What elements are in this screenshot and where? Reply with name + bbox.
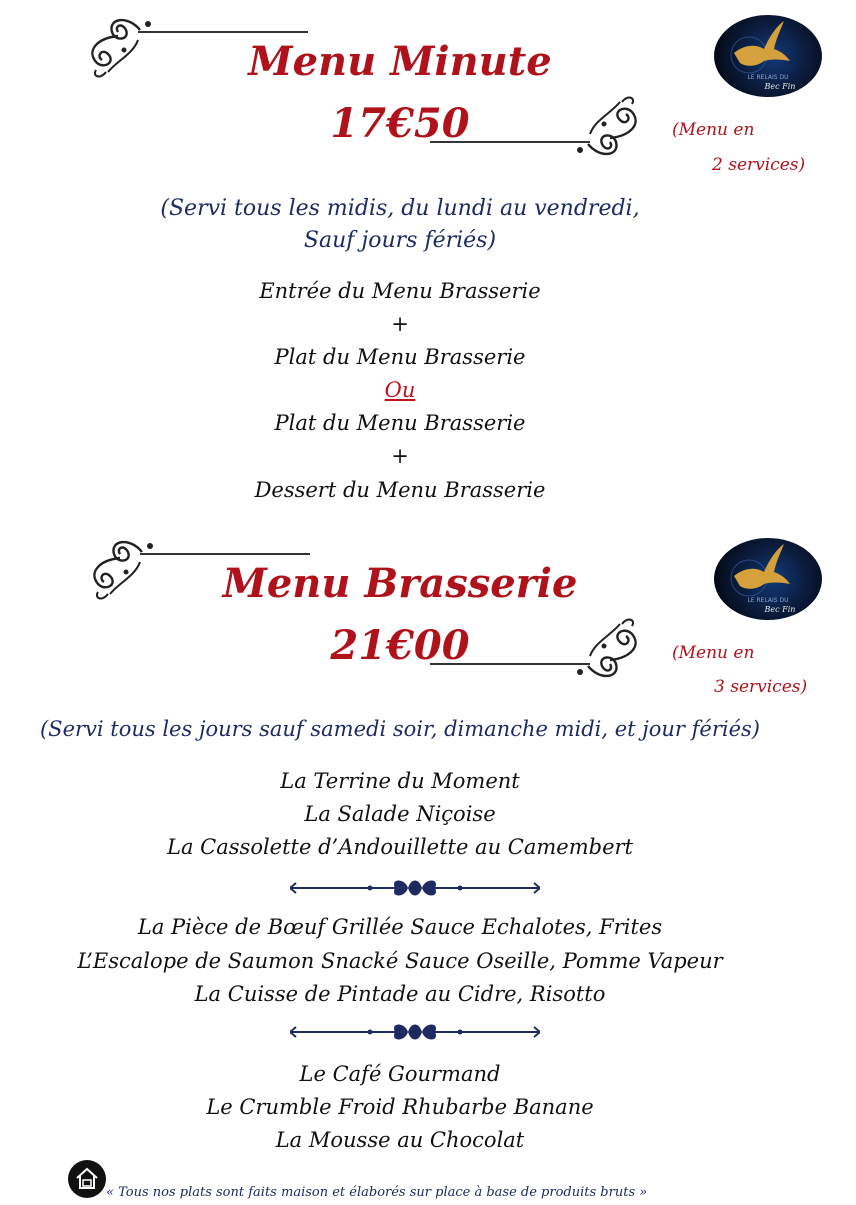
main-item: La Cuisse de Pintade au Cidre, Risotto (194, 982, 606, 1006)
svg-text:Bec Fin: Bec Fin (764, 605, 796, 614)
divider-ornament (290, 1022, 540, 1042)
menu-minute-note-1: (Menu en (672, 120, 755, 140)
dessert-item: La Mousse au Chocolat (275, 1128, 525, 1152)
hummingbird-icon (734, 544, 790, 589)
menu-minute-served-2: Sauf jours fériés) (303, 228, 497, 253)
menu-brasserie-note-2: 3 services) (714, 677, 808, 697)
menu-minute-or: Ou (384, 378, 416, 402)
menu-minute-item: Dessert du Menu Brasserie (254, 478, 546, 502)
menu-brasserie-note-1: (Menu en (672, 643, 755, 663)
main-item: La Pièce de Bœuf Grillée Sauce Echalotes, Frites (137, 915, 663, 939)
divider-ornament (290, 878, 540, 898)
menu-minute-price: 17€50 (330, 100, 470, 147)
dessert-item: Le Crumble Froid Rhubarbe Banane (206, 1095, 594, 1119)
menu-minute-item: Plat du Menu Brasserie (274, 411, 526, 435)
menu-minute-plus: + (391, 444, 409, 468)
menu-brasserie-title: Menu Brasserie (222, 560, 578, 607)
starter-item: La Terrine du Moment (280, 769, 520, 793)
footer-note: « Tous nos plats sont faits maison et élaborés sur place à base de produits bruts » (106, 1185, 648, 1200)
logo-top (714, 15, 822, 97)
hummingbird-icon (734, 21, 790, 66)
svg-text:LE RELAIS DU: LE RELAIS DU (747, 74, 789, 81)
starter-item: La Cassolette d’Andouillette au Camembert (167, 835, 633, 859)
svg-text:LE RELAIS DU: LE RELAIS DU (747, 597, 789, 604)
starter-item: La Salade Niçoise (304, 802, 496, 826)
menu-minute-served-1: (Servi tous les midis, du lundi au vendredi, (160, 196, 640, 221)
menu-brasserie-served: (Servi tous les jours sauf samedi soir, dimanche midi, et jour fériés) (39, 717, 761, 741)
menu-minute-title: Menu Minute (248, 38, 552, 85)
svg-text:Bec Fin: Bec Fin (764, 82, 796, 91)
menu-minute-note-2: 2 services) (712, 155, 806, 175)
menu-brasserie-price: 21€00 (330, 622, 470, 669)
menu-minute-plus: + (391, 312, 409, 336)
fait-maison-icon (68, 1160, 106, 1198)
menu-minute-item: Entrée du Menu Brasserie (259, 279, 541, 303)
menu-minute-item: Plat du Menu Brasserie (274, 345, 526, 369)
dessert-item: Le Café Gourmand (299, 1062, 501, 1086)
main-item: L’Escalope de Saumon Snacké Sauce Oseille, Pomme Vapeur (77, 949, 723, 973)
logo-mid (714, 538, 822, 620)
